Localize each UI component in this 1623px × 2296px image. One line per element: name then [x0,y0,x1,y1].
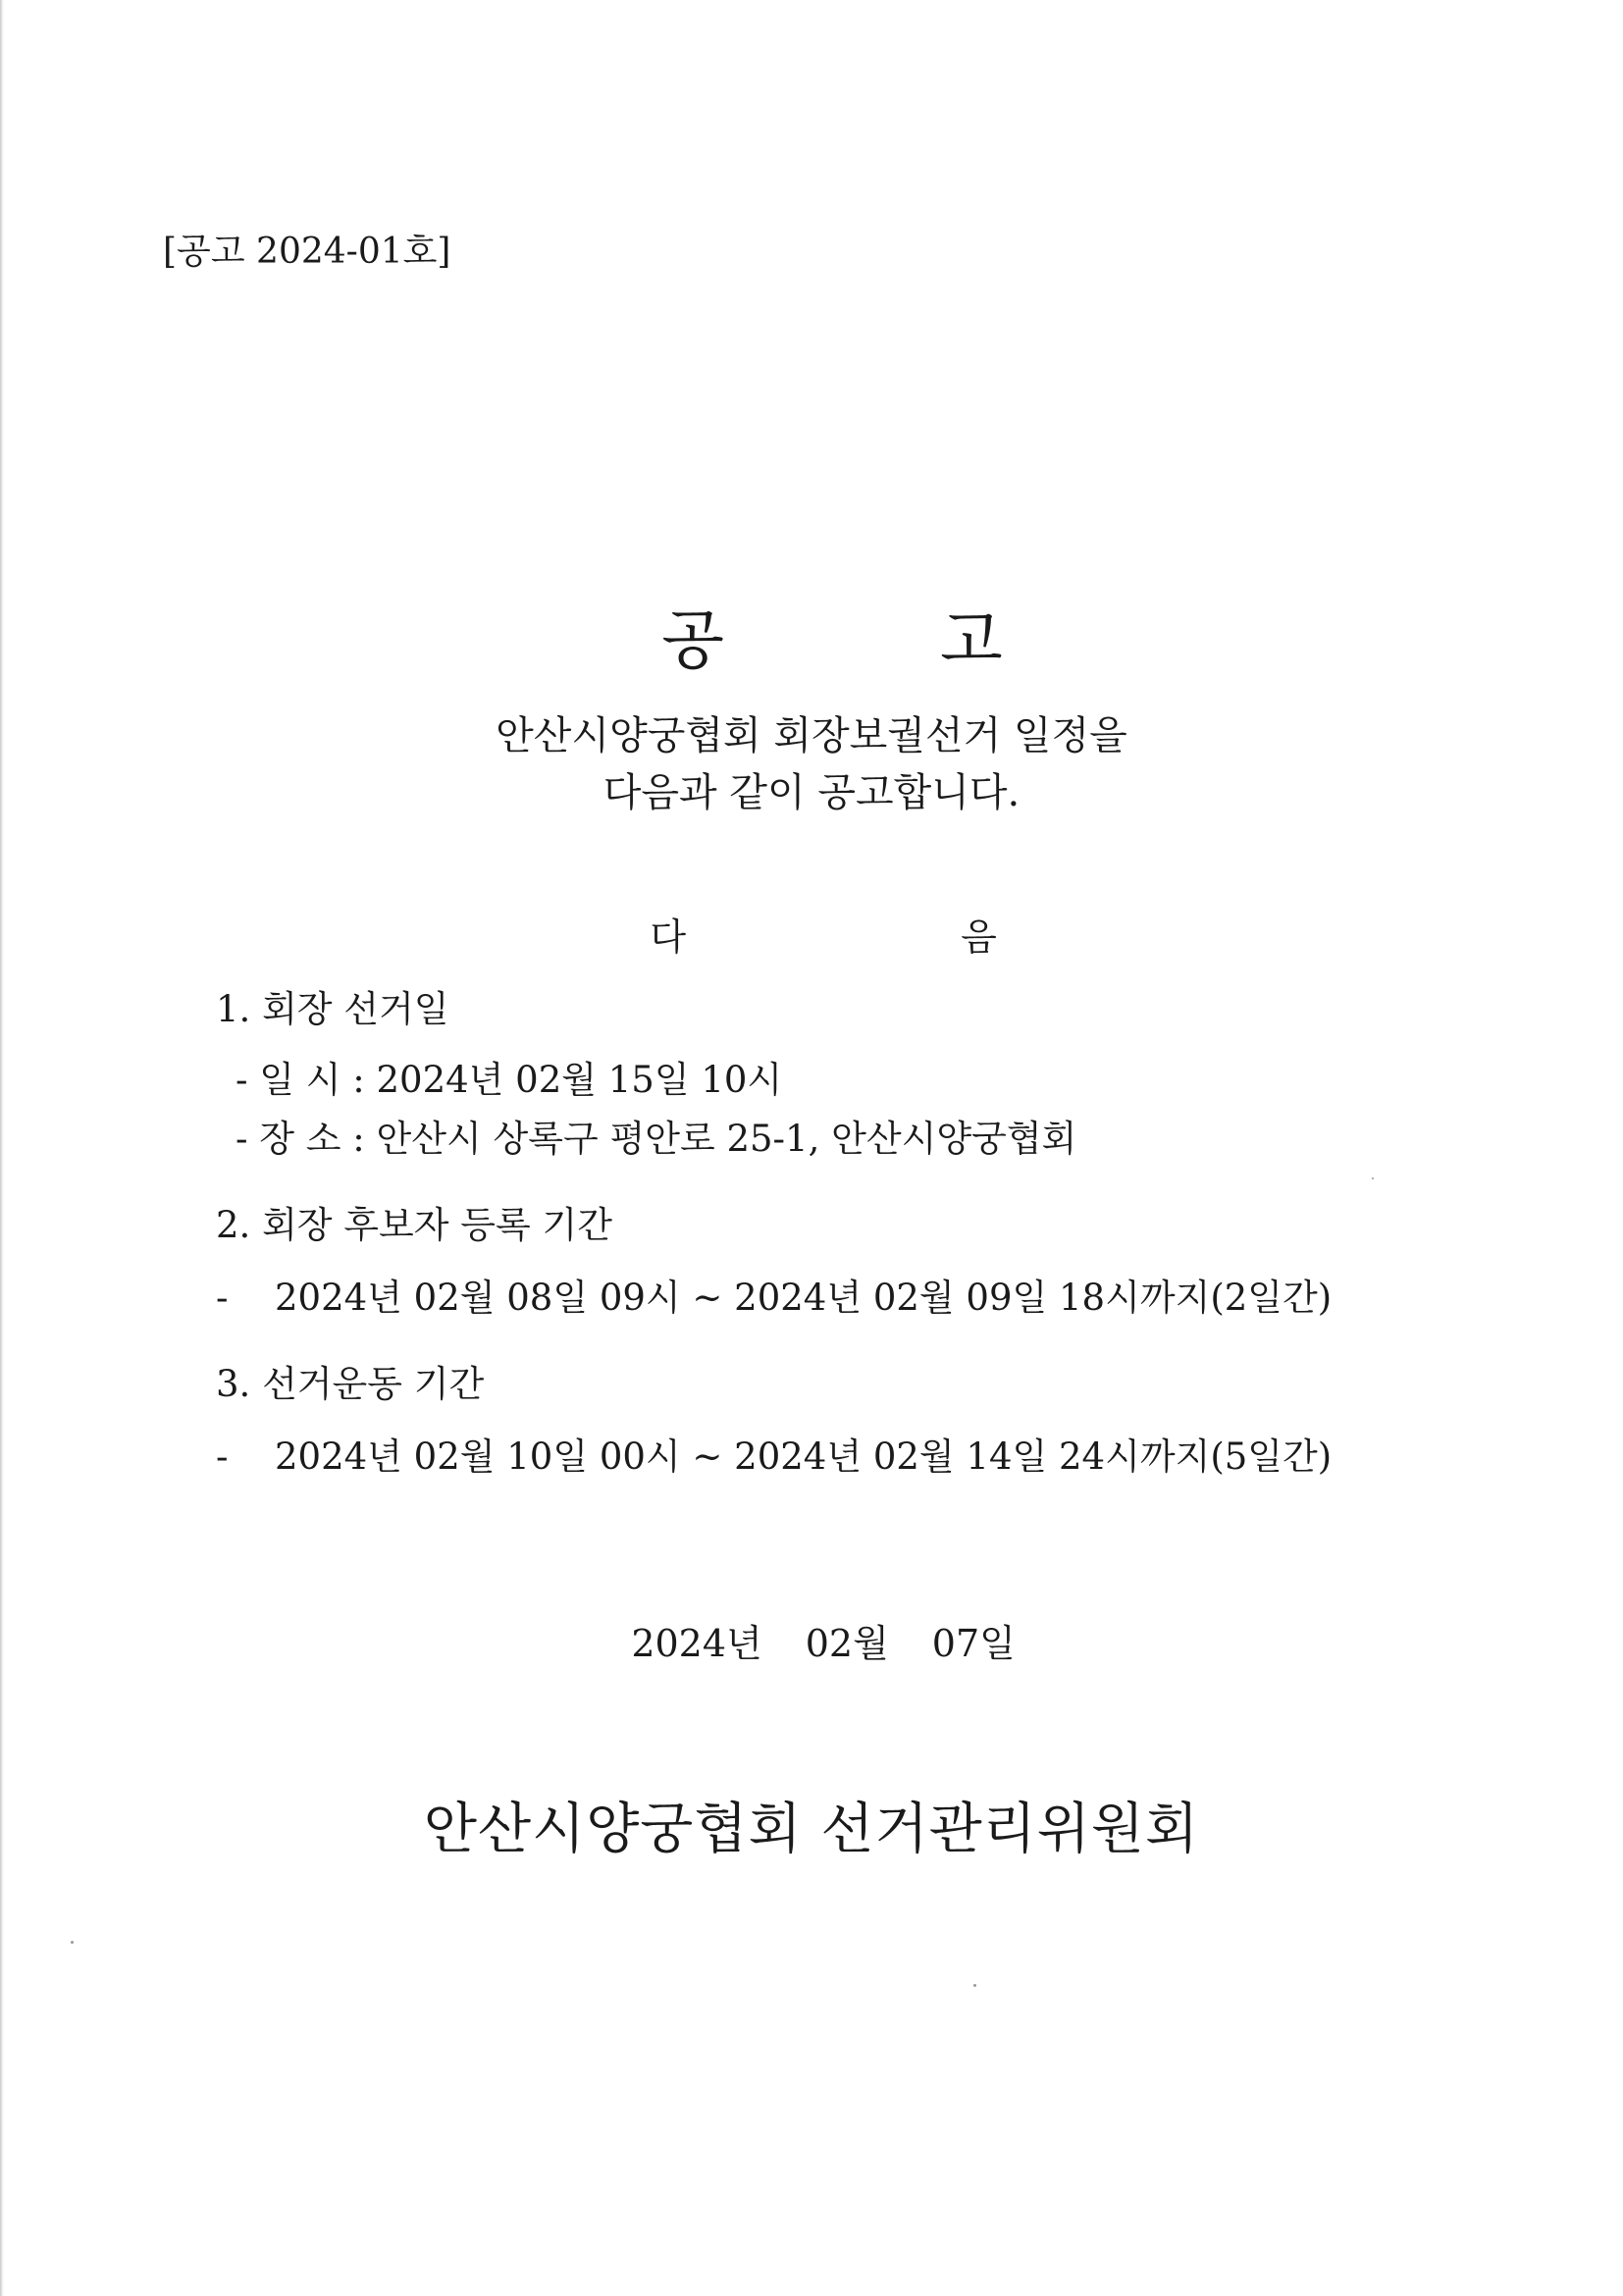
notice-number: [공고 2024-01호] [163,232,451,272]
scan-speck [71,1941,74,1944]
page-title [0,512,1623,681]
daeum-heading [0,863,1623,961]
issuing-organization: 안산시양궁협회 선거관리위원회 [423,1798,1200,1861]
date-month: 02월 [805,1622,889,1665]
daeum-char-2: 음 [961,915,997,959]
section-3-dash: - [216,1435,229,1478]
title-char-1: 공 [661,602,724,678]
section-2-item [216,1268,1332,1321]
daeum-char-1: 다 [650,915,687,959]
intro-line-1: 안산시양궁협회 회장보궐선거 일정을 [496,713,1127,758]
section-3-item [216,1427,1332,1480]
section-2-heading: 2. 회장 후보자 등록 기간 [216,1204,613,1246]
date-year: 2024년 [631,1622,762,1665]
title-char-2: 고 [939,602,1003,678]
date-day: 07일 [931,1622,1016,1665]
section-1-item-place: - 장 소 : 안산시 상록구 평안로 25-1, 안산시양궁협회 [236,1118,1077,1160]
scan-speck [973,1984,976,1987]
section-1-item-datetime: - 일 시 : 2024년 02월 15일 10시 [236,1059,783,1101]
intro-line-2: 다음과 같이 공고합니다. [602,770,1021,815]
section-2-dash: - [216,1277,229,1319]
scan-speck [1372,1177,1374,1179]
notice-date [0,1570,1623,1667]
section-1-heading: 1. 회장 선거일 [216,988,449,1030]
scan-edge-shadow [0,0,4,2296]
section-2-period: 2024년 02월 08일 09시 ~ 2024년 02월 09일 18시까지(2일간) [275,1277,1333,1319]
section-3-heading: 3. 선거운동 기간 [216,1363,485,1405]
section-3-period: 2024년 02월 10일 00시 ~ 2024년 02월 14일 24시까지(5일간) [275,1435,1333,1478]
